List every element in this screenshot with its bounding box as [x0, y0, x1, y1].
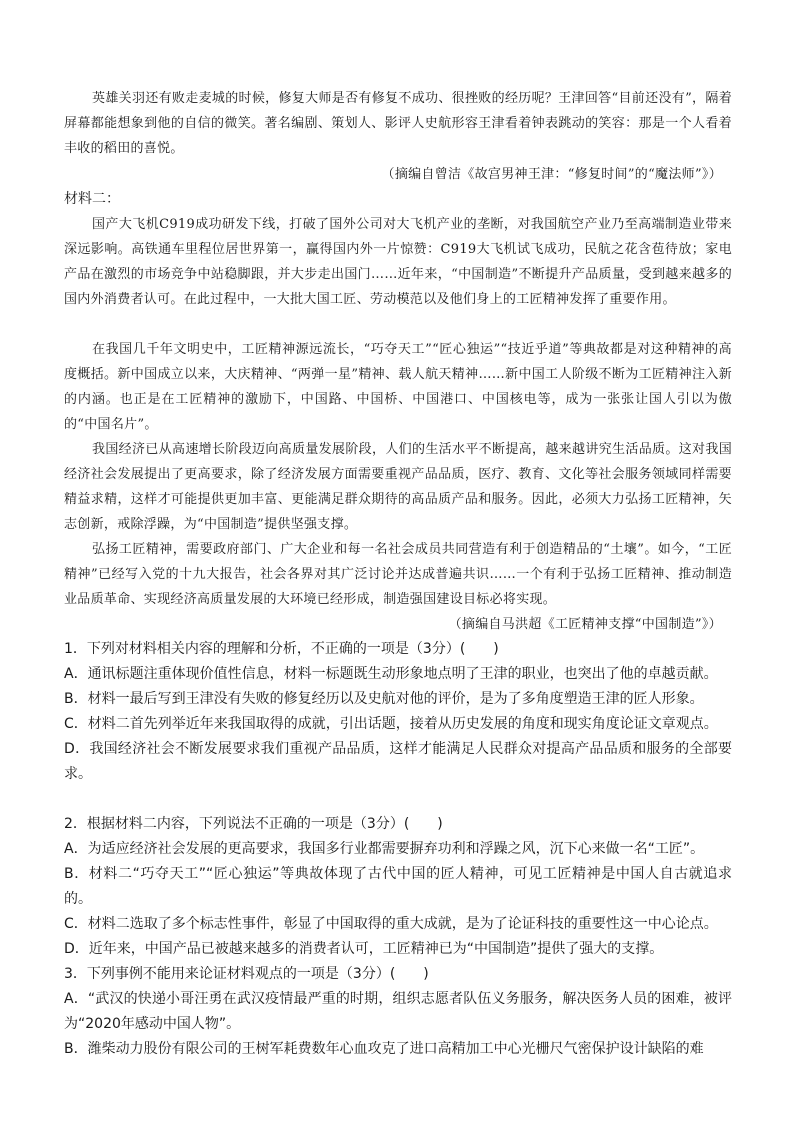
material2-paragraph-3: 我国经济已从高速增长阶段迈向高质量发展阶段，人们的生活水平不断提高，越来越讲究生活品质。这对我国经济社会发展提出了更高要求，除了经济发展方面需要重视产品品质，医疗、教育、文化等社会服务领域同样需要精益求精，这样才可能提供更加丰富、更能满足群众期待的高品质产品和服务。因此，必须大力弘扬工匠精神，矢志创新，戒除浮躁，为“中国制造”提供坚强支撑。 [64, 442, 732, 532]
material2-paragraph-1: 国产大飞机C919成功研发下线，打破了国外公司对大飞机产业的垄断，对我国航空产业乃至高端制造业带来深远影响。高铁通车里程位居世界第一，赢得国内外一片惊赞：C919大飞机试飞成功，民航之花含苞待放；家电产品在激烈的市场竞争中站稳脚跟，并大步走出国门……近年来，“中国制造”不断提升产品质量，受到越来越多的国内外消费者认可。在此过程中，一大批大国工匠、劳动模范以及他们身上的工匠精神发挥了重要作用。 [64, 217, 732, 307]
question-1-option-b: B．材料一最后写到王津没有失败的修复经历以及史航对他的评价，是为了多角度塑造王津的匠人形象。 [64, 691, 704, 707]
question-2-option-b: B．材料二“巧夺天工”“匠心独运”等典故体现了古代中国的匠人精神，可见工匠精神是中国人自古就追求的。 [64, 866, 732, 907]
material2-paragraph-2: 在我国几千年文明史中，工匠精神源远流长，“巧夺天工”“匠心独运”“技近乎道”等典故都是对这种精神的高度概括。新中国成立以来，大庆精神、“两弹一星”精神、载人航天精神……新中国工人阶级不断为工匠精神注入新的内涵。也正是在工匠精神的激励下，中国路、中国桥、中国港口、中国核电等，成为一张张让国人引以为傲的“中国名片”。 [64, 342, 732, 432]
material2-label: 材料二： [64, 191, 120, 207]
question-3-stem: 3．下列事例不能用来论证材料观点的一项是（3分）( ) [64, 966, 429, 982]
question-3-option-b: B．潍柴动力股份有限公司的王树军耗费数年心血攻克了进口高精加工中心光栅尺气密保护设计缺陷的难 [64, 1041, 704, 1057]
question-1-option-c: C．材料二首先列举近年来我国取得的成就，引出话题，接着从历史发展的角度和现实角度论证文章观点。 [64, 716, 718, 732]
question-2-option-d: D．近年来，中国产品已被越来越多的消费者认可，工匠精神已为“中国制造”提供了强大的支撑。 [64, 941, 664, 957]
material1-source: （摘编自曾洁《故宫男神王津：“修复时间”的“魔法师”》） [381, 167, 722, 182]
material2-source: （摘编自马洪超《工匠精神支撑“中国制造”》） [448, 617, 722, 632]
question-2-option-a: A．为适应经济社会发展的更高要求，我国多行业都需要摒弃功利和浮躁之风，沉下心来做一名“工匠”。 [64, 841, 705, 857]
question-1-option-a: A．通讯标题注重体现价值性信息，材料一标题既生动形象地点明了王津的职业，也突出了他的卓越贡献。 [64, 666, 718, 682]
question-1-option-d: D．我国经济社会不断发展要求我们重视产品品质，这样才能满足人民群众对提高产品品质和服务的全部要求。 [64, 741, 732, 782]
question-2-option-c: C．材料二选取了多个标志性事件，彰显了中国取得的重大成就，是为了论证科技的重要性这一中心论点。 [64, 916, 718, 932]
question-3-option-a: A．“武汉的快递小哥汪勇在武汉疫情最严重的时期，组织志愿者队伍义务服务，解决医务人员的困难，被评为“2020年感动中国人物”。 [64, 991, 732, 1032]
question-1-stem: 1．下列对材料相关内容的理解和分析，不正确的一项是（3分）( ) [64, 641, 499, 657]
material1-paragraph: 英雄关羽还有败走麦城的时候，修复大师是否有修复不成功、很挫败的经历呢？王津回答“目前还没有”，隔着屏幕都能想象到他的自信的微笑。著名编剧、策划人、影评人史航形容王津看着钟表跳动的笑容：那是一个人看着丰收的稻田的喜悦。 [64, 91, 732, 156]
question-2-stem: 2．根据材料二内容，下列说法不正确的一项是（3分）( ) [64, 816, 443, 832]
material2-paragraph-4: 弘扬工匠精神，需要政府部门、广大企业和每一名社会成员共同营造有利于创造精品的“土壤”。如今，“工匠精神”已经写入党的十九大报告，社会各界对其广泛讨论并达成普遍共识……一个有利于弘扬工匠精神、推动制造业品质革命、实现经济高质量发展的大环境已经形成，制造强国建设目标必将实现。 [64, 542, 732, 607]
